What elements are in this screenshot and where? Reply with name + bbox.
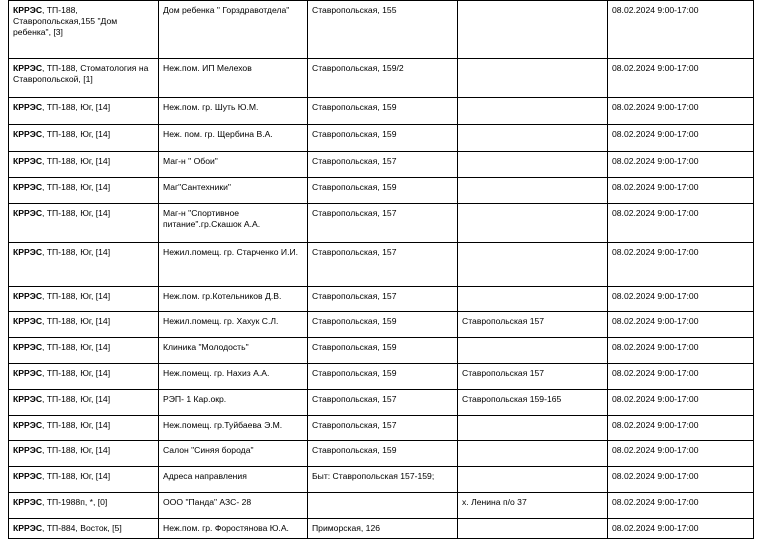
address-cell: Ставропольская, 159 bbox=[308, 125, 458, 152]
network-prefix: КРРЭС bbox=[13, 5, 43, 15]
address-cell: Ставропольская, 155 bbox=[308, 1, 458, 59]
network-detail: , ТП-1988п, *, [0] bbox=[42, 497, 108, 507]
address-cell: Ставропольская, 157 bbox=[308, 390, 458, 416]
consumer-cell: ООО "Панда" АЗС- 28 bbox=[159, 493, 308, 519]
network-prefix: КРРЭС bbox=[13, 342, 43, 352]
address-cell bbox=[308, 493, 458, 519]
consumer-cell: Салон "Синяя борода" bbox=[159, 441, 308, 467]
consumer-cell: Нежил.помещ. гр. Хахук С.Л. bbox=[159, 312, 308, 338]
datetime-cell: 08.02.2024 9:00-17:00 bbox=[608, 467, 754, 493]
network-cell bbox=[9, 152, 159, 178]
datetime-cell: 08.02.2024 9:00-17:00 bbox=[608, 364, 754, 390]
table-row bbox=[9, 59, 754, 98]
address-cell: Ставропольская, 159 bbox=[308, 312, 458, 338]
network-cell bbox=[9, 338, 159, 364]
network-prefix: КРРЭС bbox=[13, 208, 43, 218]
table-row bbox=[9, 98, 754, 125]
extra-address-cell bbox=[458, 178, 608, 204]
consumer-cell: Маг"Сантехники" bbox=[159, 178, 308, 204]
network-detail: , ТП-188, Юг, [14] bbox=[42, 129, 111, 139]
extra-address-cell bbox=[458, 441, 608, 467]
network-prefix: КРРЭС bbox=[13, 445, 43, 455]
datetime-cell: 08.02.2024 9:00-17:00 bbox=[608, 98, 754, 125]
address-cell: Ставропольская, 159 bbox=[308, 338, 458, 364]
extra-address-cell bbox=[458, 125, 608, 152]
consumer-cell: Неж.помещ. гр. Нахиз А.А. bbox=[159, 364, 308, 390]
table-row bbox=[9, 287, 754, 312]
network-cell bbox=[9, 243, 159, 287]
extra-address-cell bbox=[458, 467, 608, 493]
network-prefix: КРРЭС bbox=[13, 368, 43, 378]
network-detail: , ТП-188, Юг, [14] bbox=[42, 368, 111, 378]
outage-table bbox=[8, 0, 754, 539]
network-detail: , ТП-188, Юг, [14] bbox=[42, 156, 111, 166]
network-detail: , ТП-188, Юг, [14] bbox=[42, 342, 111, 352]
extra-address-cell bbox=[458, 338, 608, 364]
table-row bbox=[9, 390, 754, 416]
datetime-cell: 08.02.2024 9:00-17:00 bbox=[608, 493, 754, 519]
datetime-cell: 08.02.2024 9:00-17:00 bbox=[608, 287, 754, 312]
table-row bbox=[9, 312, 754, 338]
extra-address-cell: Ставропольская 157 bbox=[458, 312, 608, 338]
address-cell: Ставропольская, 157 bbox=[308, 204, 458, 243]
network-detail: , ТП-188, Юг, [14] bbox=[42, 316, 111, 326]
network-cell bbox=[9, 178, 159, 204]
network-detail: , ТП-884, Восток, [5] bbox=[42, 523, 122, 533]
address-cell: Ставропольская, 159 bbox=[308, 364, 458, 390]
datetime-cell: 08.02.2024 9:00-17:00 bbox=[608, 243, 754, 287]
datetime-cell: 08.02.2024 9:00-17:00 bbox=[608, 1, 754, 59]
extra-address-cell bbox=[458, 59, 608, 98]
network-prefix: КРРЭС bbox=[13, 523, 43, 533]
extra-address-cell: Ставропольская 159-165 bbox=[458, 390, 608, 416]
extra-address-cell: х. Ленина п/о 37 bbox=[458, 493, 608, 519]
table-row bbox=[9, 125, 754, 152]
network-cell bbox=[9, 390, 159, 416]
network-detail: , ТП-188, Юг, [14] bbox=[42, 247, 111, 257]
network-detail: , ТП-188, Ставропольская,155 "Дом ребенка", [3] bbox=[13, 5, 118, 37]
network-detail: , ТП-188, Юг, [14] bbox=[42, 394, 111, 404]
consumer-cell: Дом ребенка " Горздравотдела" bbox=[159, 1, 308, 59]
network-cell bbox=[9, 204, 159, 243]
consumer-cell: Нежил.помещ. гр. Старченко И.И. bbox=[159, 243, 308, 287]
network-cell bbox=[9, 441, 159, 467]
network-prefix: КРРЭС bbox=[13, 182, 43, 192]
table-row bbox=[9, 416, 754, 441]
datetime-cell: 08.02.2024 9:00-17:00 bbox=[608, 416, 754, 441]
network-prefix: КРРЭС bbox=[13, 63, 43, 73]
network-cell bbox=[9, 125, 159, 152]
network-prefix: КРРЭС bbox=[13, 156, 43, 166]
table-row bbox=[9, 243, 754, 287]
network-prefix: КРРЭС bbox=[13, 102, 43, 112]
network-cell bbox=[9, 287, 159, 312]
table-row bbox=[9, 364, 754, 390]
address-cell: Ставропольская, 159 bbox=[308, 98, 458, 125]
datetime-cell: 08.02.2024 9:00-17:00 bbox=[608, 59, 754, 98]
network-cell bbox=[9, 312, 159, 338]
network-detail: , ТП-188, Юг, [14] bbox=[42, 102, 111, 112]
network-prefix: КРРЭС bbox=[13, 247, 43, 257]
network-cell bbox=[9, 1, 159, 59]
network-prefix: КРРЭС bbox=[13, 129, 43, 139]
table-row bbox=[9, 1, 754, 59]
extra-address-cell bbox=[458, 416, 608, 441]
consumer-cell: РЭП- 1 Кар.окр. bbox=[159, 390, 308, 416]
consumer-cell: Неж.пом. гр. Форостянова Ю.А. bbox=[159, 519, 308, 539]
extra-address-cell bbox=[458, 204, 608, 243]
extra-address-cell bbox=[458, 98, 608, 125]
consumer-cell: Неж.пом. гр. Шуть Ю.М. bbox=[159, 98, 308, 125]
consumer-cell: Клиника "Молодость" bbox=[159, 338, 308, 364]
network-cell bbox=[9, 467, 159, 493]
outage-table-body bbox=[9, 1, 754, 539]
network-detail: , ТП-188, Юг, [14] bbox=[42, 208, 111, 218]
table-row bbox=[9, 519, 754, 539]
address-cell: Ставропольская, 157 bbox=[308, 416, 458, 441]
network-detail: , ТП-188, Стоматология на Ставропольской, [1] bbox=[13, 63, 149, 84]
address-cell: Быт: Ставропольская 157-159; bbox=[308, 467, 458, 493]
network-detail: , ТП-188, Юг, [14] bbox=[42, 420, 111, 430]
datetime-cell: 08.02.2024 9:00-17:00 bbox=[608, 125, 754, 152]
extra-address-cell: Ставропольская 157 bbox=[458, 364, 608, 390]
network-detail: , ТП-188, Юг, [14] bbox=[42, 291, 111, 301]
network-prefix: КРРЭС bbox=[13, 420, 43, 430]
table-row bbox=[9, 467, 754, 493]
consumer-cell: Маг-н "Спортивное питание".гр.Скашок А.А. bbox=[159, 204, 308, 243]
extra-address-cell bbox=[458, 243, 608, 287]
network-detail: , ТП-188, Юг, [14] bbox=[42, 445, 111, 455]
address-cell: Ставропольская, 159 bbox=[308, 441, 458, 467]
consumer-cell: Неж. пом. гр. Щербина В.А. bbox=[159, 125, 308, 152]
datetime-cell: 08.02.2024 9:00-17:00 bbox=[608, 338, 754, 364]
extra-address-cell bbox=[458, 287, 608, 312]
network-cell bbox=[9, 493, 159, 519]
network-cell bbox=[9, 416, 159, 441]
address-cell: Ставропольская, 159 bbox=[308, 178, 458, 204]
datetime-cell: 08.02.2024 9:00-17:00 bbox=[608, 441, 754, 467]
table-row bbox=[9, 338, 754, 364]
network-cell bbox=[9, 519, 159, 539]
network-detail: , ТП-188, Юг, [14] bbox=[42, 182, 111, 192]
consumer-cell: Неж.пом. гр.Котельников Д.В. bbox=[159, 287, 308, 312]
consumer-cell: Неж.пом. ИП Мелехов bbox=[159, 59, 308, 98]
address-cell: Ставропольская, 157 bbox=[308, 287, 458, 312]
table-row bbox=[9, 178, 754, 204]
table-row bbox=[9, 493, 754, 519]
table-row bbox=[9, 152, 754, 178]
consumer-cell: Неж.помещ. гр.Туйбаева Э.М. bbox=[159, 416, 308, 441]
extra-address-cell bbox=[458, 519, 608, 539]
network-prefix: КРРЭС bbox=[13, 497, 43, 507]
network-cell bbox=[9, 364, 159, 390]
network-cell bbox=[9, 98, 159, 125]
datetime-cell: 08.02.2024 9:00-17:00 bbox=[608, 312, 754, 338]
datetime-cell: 08.02.2024 9:00-17:00 bbox=[608, 519, 754, 539]
network-detail: , ТП-188, Юг, [14] bbox=[42, 471, 111, 481]
address-cell: Ставропольская, 159/2 bbox=[308, 59, 458, 98]
consumer-cell: Маг-н " Обои" bbox=[159, 152, 308, 178]
datetime-cell: 08.02.2024 9:00-17:00 bbox=[608, 152, 754, 178]
address-cell: Ставропольская, 157 bbox=[308, 152, 458, 178]
table-row bbox=[9, 441, 754, 467]
datetime-cell: 08.02.2024 9:00-17:00 bbox=[608, 390, 754, 416]
network-prefix: КРРЭС bbox=[13, 394, 43, 404]
network-prefix: КРРЭС bbox=[13, 291, 43, 301]
extra-address-cell bbox=[458, 1, 608, 59]
network-prefix: КРРЭС bbox=[13, 316, 43, 326]
consumer-cell: Адреса направления bbox=[159, 467, 308, 493]
datetime-cell: 08.02.2024 9:00-17:00 bbox=[608, 204, 754, 243]
network-prefix: КРРЭС bbox=[13, 471, 43, 481]
address-cell: Ставропольская, 157 bbox=[308, 243, 458, 287]
address-cell: Приморская, 126 bbox=[308, 519, 458, 539]
datetime-cell: 08.02.2024 9:00-17:00 bbox=[608, 178, 754, 204]
network-cell bbox=[9, 59, 159, 98]
extra-address-cell bbox=[458, 152, 608, 178]
table-row bbox=[9, 204, 754, 243]
